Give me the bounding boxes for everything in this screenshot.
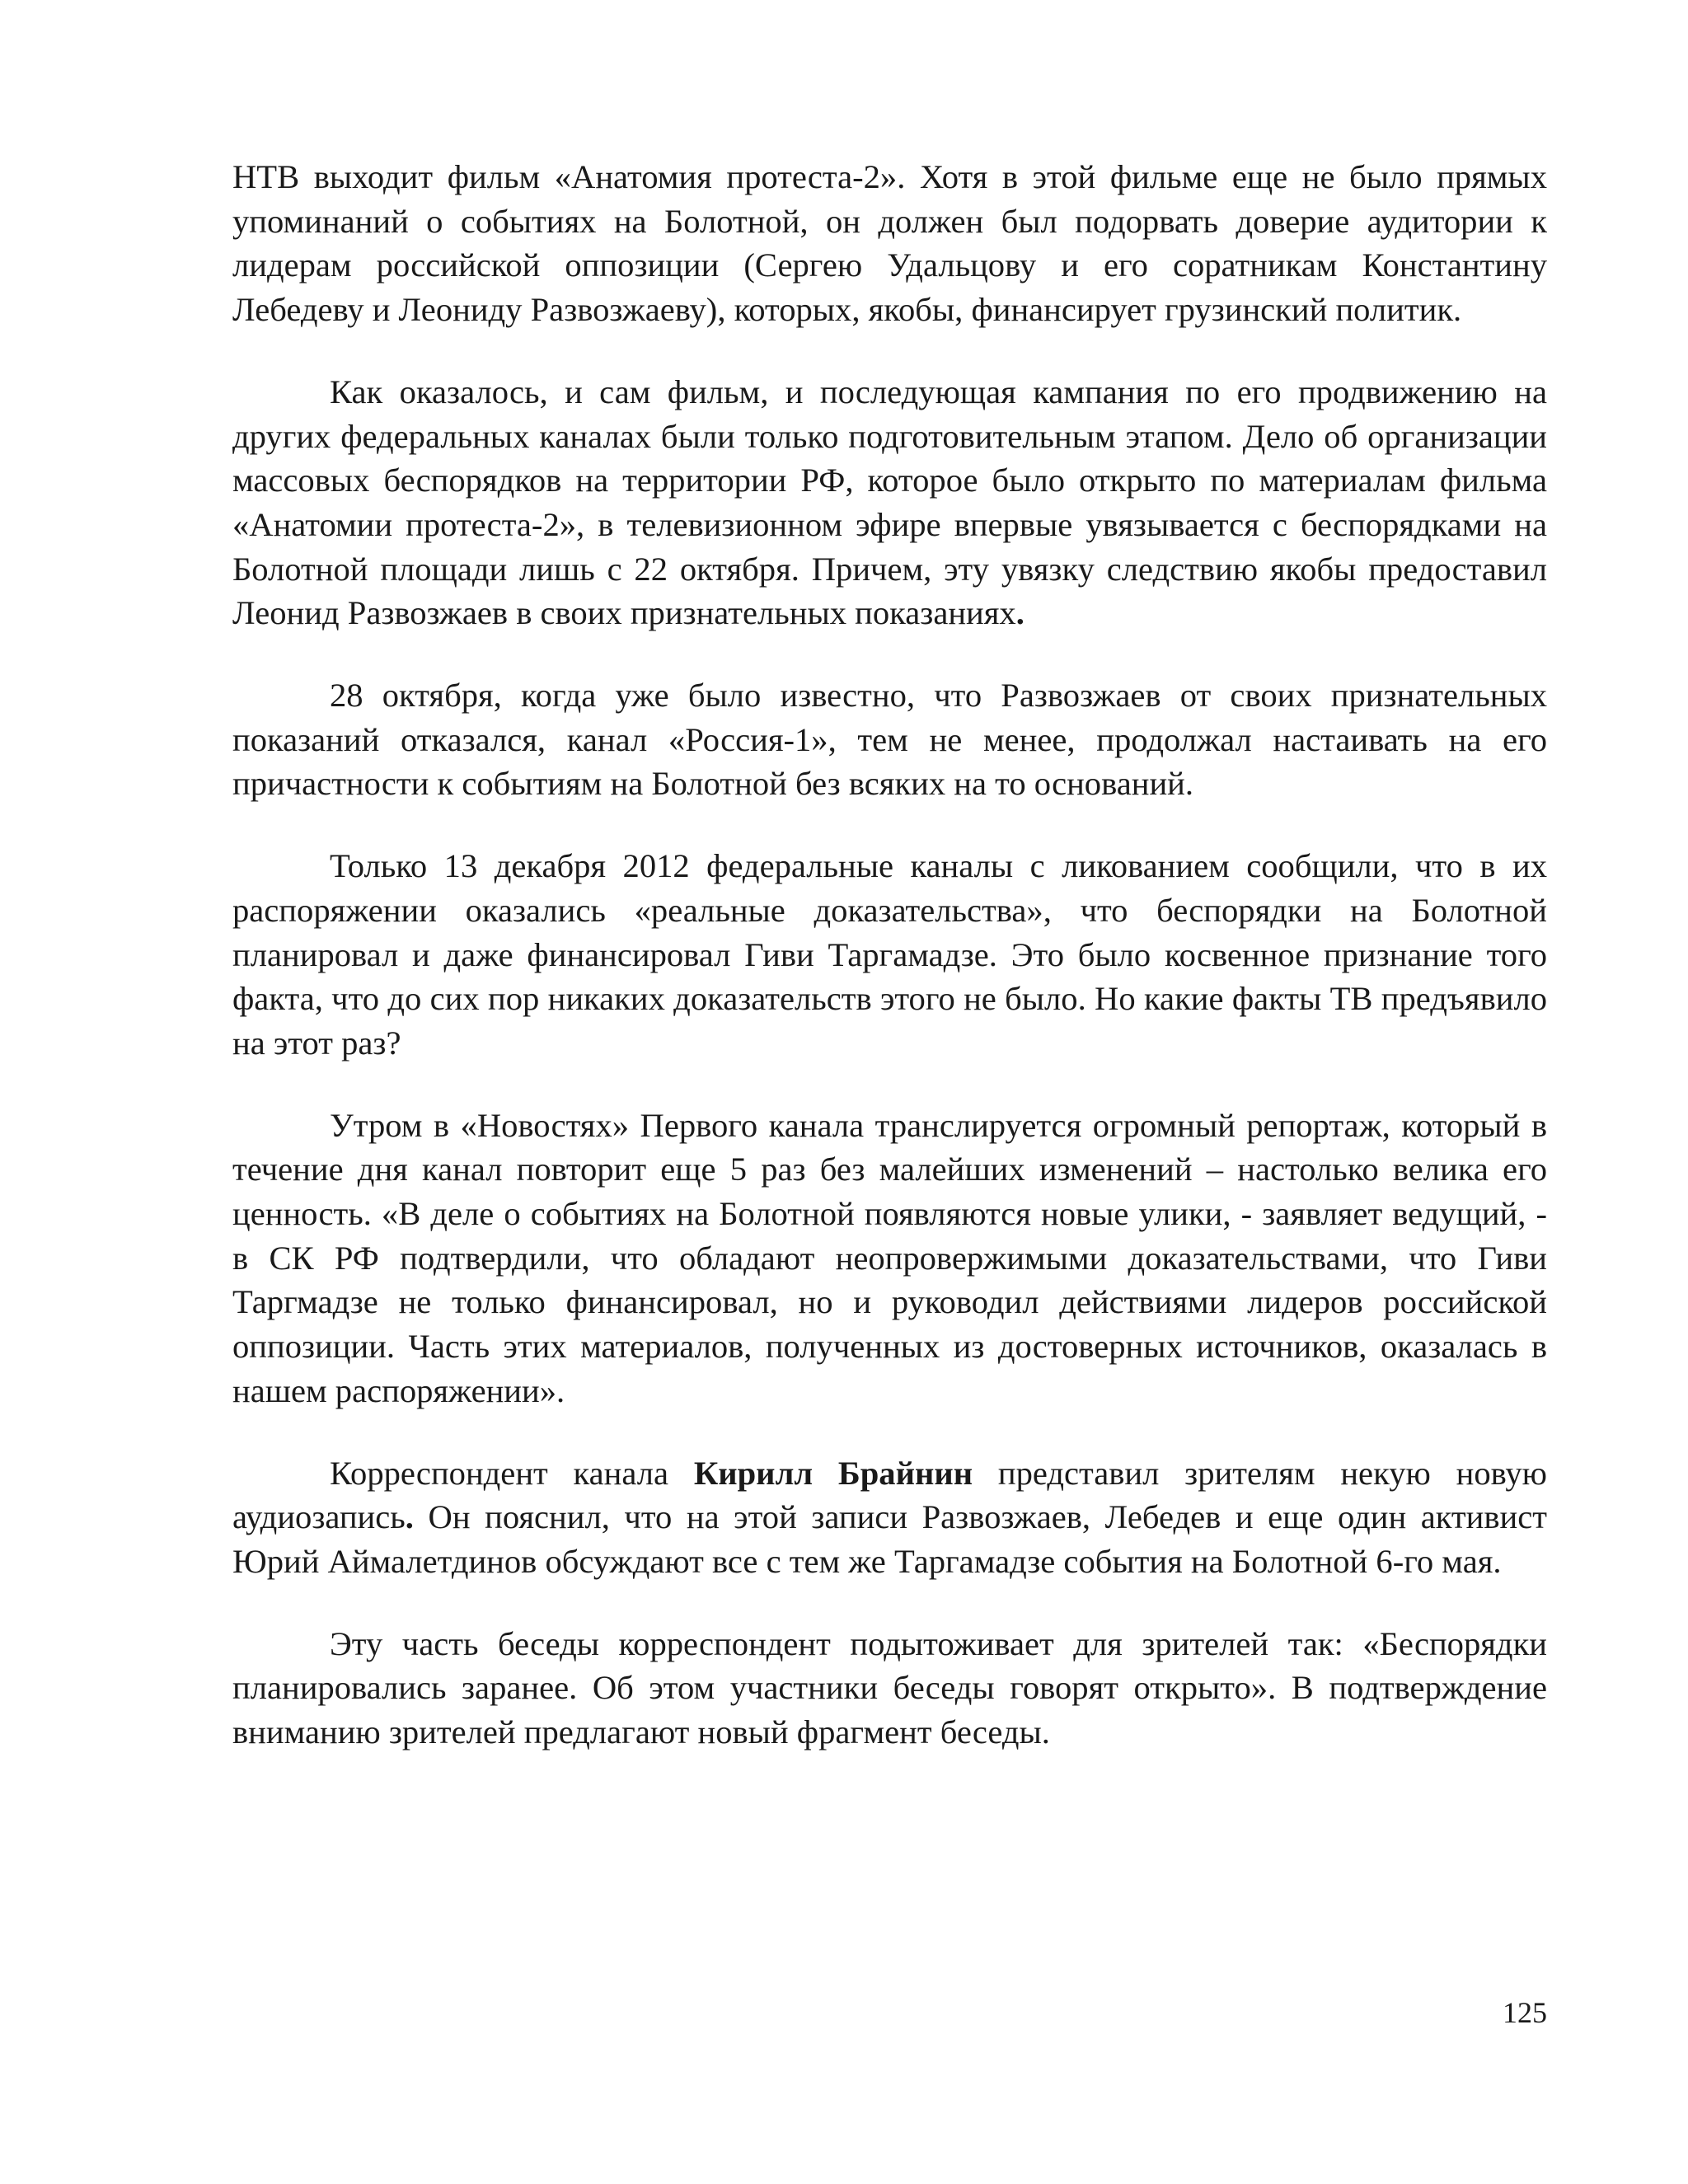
paragraph-3-text: 28 октября, когда уже было известно, что Развозжаев от своих признательных показаний отказался, канал «Россия-1», тем не менее, продолжал настаивать на его причастности к событиям на Болотной без всяких на то оснований.: [232, 677, 1547, 803]
paragraph-4-text: Только 13 декабря 2012 федеральные каналы с ликованием сообщили, что в их распоряжении оказались «реальные доказательства», что беспорядки на Болотной планировал и даже финансировал Гиви Таргамадзе. Это было косвенное признание того факта, что до сих пор никаких доказательств этого не было. Но какие факты ТВ предъявило на этот раз?: [232, 847, 1547, 1062]
paragraph-2: [232, 370, 1547, 635]
paragraph-1: [232, 155, 1547, 332]
paragraph-6-text-middle: представил зрителям некую новую аудиозапись: [232, 1454, 1547, 1536]
paragraph-2-bold-period: .: [1015, 594, 1025, 632]
paragraph-7: [232, 1622, 1547, 1755]
paragraph-6-text-before: Корреспондент канала: [330, 1454, 694, 1492]
paragraph-6: [232, 1451, 1547, 1584]
paragraph-7-text: Эту часть беседы корреспондент подытоживает для зрителей так: «Беспорядки планировались заранее. Об этом участники беседы говорят открыто». В подтверждение вниманию зрителей предлагают новый фрагмент беседы.: [232, 1624, 1547, 1751]
paragraph-5: [232, 1104, 1547, 1413]
document-body: [232, 155, 1547, 1793]
paragraph-3: [232, 673, 1547, 806]
paragraph-2-text: Как оказалось, и сам фильм, и последующая кампания по его продвижению на других федеральных каналах были только подготовительным этапом. Дело об организации массовых беспорядков на территории РФ, которое было открыто по материалам фильма «Анатомии протеста-2», в телевизионном эфире впервые увязывается с беспорядками на Болотной площади лишь с 22 октября. Причем, эту увязку следствию якобы предоставил Леонид Развозжаев в своих признательных показаниях: [232, 373, 1547, 632]
paragraph-5-text: Утром в «Новостях» Первого канала транслируется огромный репортаж, который в течение дня канал повторит еще 5 раз без малейших изменений – настолько велика его ценность. «В деле о событиях на Болотной появляются новые улики, - заявляет ведущий, - в СК РФ подтвердили, что обладают неопровержимыми доказательствами, что Гиви Таргмадзе не только финансировал, но и руководил действиями лидеров российской оппозиции. Часть этих материалов, полученных из достоверных источников, оказалась в нашем распоряжении».: [232, 1106, 1547, 1409]
page-number: 125: [1503, 1996, 1547, 2029]
paragraph-6-bold-name: Кирилл Брайнин: [693, 1454, 973, 1492]
paragraph-4: [232, 844, 1547, 1066]
paragraph-6-text-after: Он пояснил, что на этой записи Развозжаев, Лебедев и еще один активист Юрий Аймалетдинов обсуждают все с тем же Таргамадзе события на Болотной 6-го мая.: [232, 1498, 1547, 1580]
paragraph-1-text: НТВ выходит фильм «Анатомия протеста-2». Хотя в этой фильме еще не было прямых упоминаний о событиях на Болотной, он должен был подорвать доверие аудитории к лидерам российской оппозиции (Сергею Удальцову и его соратникам Константину Лебедеву и Леониду Развозжаеву), которых, якобы, финансирует грузинский политик.: [232, 158, 1547, 329]
paragraph-6-bold-period: .: [405, 1498, 414, 1536]
